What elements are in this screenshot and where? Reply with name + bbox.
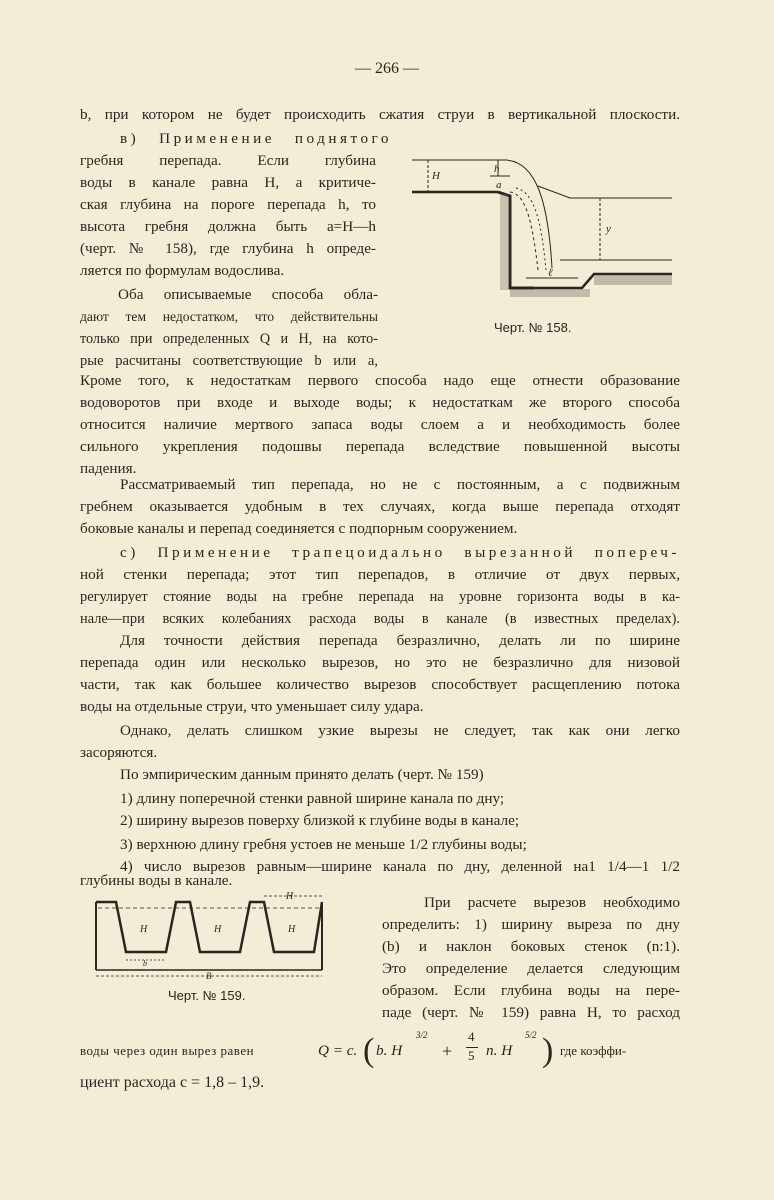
text-line: Кроме того, к недостаткам первого способа надо еще отнести образование	[80, 372, 680, 389]
text-line: воды в канале равна H, а критиче-	[80, 174, 376, 191]
text-line: перепада один или несколько вырезов, но это не безразлично для низовой	[80, 654, 680, 671]
nappe-upper	[506, 160, 552, 268]
text-line: (b) и наклон боковых стенок (n:1).	[382, 938, 680, 955]
label-B: B	[206, 971, 212, 980]
label-a: a	[496, 179, 502, 191]
text-line: ляется по формулам водослива.	[80, 262, 285, 279]
text-line: Рассматриваемый тип перепада, но не с постоянным, а с подвижным	[120, 476, 680, 493]
nappe-lower	[510, 192, 538, 270]
text-line: сильного укрепления подошвы перепада вследствие повышенной высоты	[80, 438, 680, 455]
text-line: ной стенки перепада; этот тип перепадов, в отличие от двух первых,	[80, 566, 680, 583]
text-line: падения.	[80, 460, 137, 477]
text-line: части, так как большее количество вырезов способствует расщеплению потока	[80, 676, 680, 693]
text-line: Это определение делается следующим	[382, 960, 680, 977]
text-line: Оба описываемые способа обла-	[118, 286, 378, 303]
text-line: воды на отдельные струи, что уменьшает силу удара.	[80, 698, 424, 715]
text-line: паде (черт. № 159) равна H, то расход	[382, 1004, 680, 1021]
text-line: определить: 1) ширину выреза по дну	[382, 916, 680, 933]
text-line: ская глубина на пороге перепада h, то	[80, 196, 376, 213]
nappe-mid	[516, 188, 546, 270]
figure-159-drawing	[90, 888, 330, 980]
text-line: боковые каналы и перепад соединяется с подпорным сооружением.	[80, 520, 518, 537]
figure-158-caption: Черт. № 158.	[494, 320, 572, 335]
text-line: засоряются.	[80, 744, 158, 761]
text-line: Однако, делать слишком узкие вырезы не следует, так как они легко	[120, 722, 680, 739]
formula-tail-text: где коэффи-	[560, 1043, 627, 1058]
figure-158-drawing	[410, 148, 680, 314]
text-line: По эмпирическим данным принято делать (черт. № 159)	[120, 766, 484, 783]
section-b-heading: в) Применение поднятого	[120, 130, 392, 147]
list-item: 2) ширину вырезов поверху близкой к глубине воды в канале;	[120, 812, 520, 829]
formula-term-n: n. H	[486, 1042, 513, 1059]
text-line: гребня перепада. Если глубина	[80, 152, 376, 169]
formula-exponent-1: 3/2	[416, 1030, 428, 1040]
text-line: b, при котором не будет происходить сжатия струи в вертикальной плоскости.	[80, 106, 680, 123]
text-line: водоворотов при входе и выходе воды; к недостаткам же второго способа	[80, 394, 680, 411]
list-item: 3) верхнюю длину гребня устоев не меньше 1/2 глубины воды;	[120, 836, 527, 853]
text-line: высота гребня должна быть a=H—h	[80, 218, 376, 235]
text-line: рые расчитаны соответствующие b или a,	[80, 353, 378, 369]
label-H: H	[432, 170, 440, 182]
formula-frac-denominator: 5	[468, 1048, 475, 1063]
text-line: глубины воды в канале.	[80, 872, 233, 889]
text-line: гребнем оказывается удобным в тех случаях, когда выше перепада отходят	[80, 498, 680, 515]
text-line: (черт. № 158), где глубина h опреде-	[80, 240, 376, 257]
text-line: дают тем недостатком, что действительны	[80, 309, 378, 324]
label-H-middle: H	[214, 924, 222, 935]
side-walls	[96, 902, 322, 970]
formula-paren-close: )	[542, 1032, 554, 1069]
label-top-H: H	[286, 891, 294, 902]
text-line: относится наличие мертвого запаса воды слоем a и необходимость более	[80, 416, 680, 433]
formula-plus: +	[442, 1041, 453, 1061]
label-l: ℓ	[548, 267, 553, 279]
text-line: При расчете вырезов необходимо	[424, 894, 680, 911]
label-H-right: H	[288, 924, 296, 935]
formula-term-b: b. H	[376, 1042, 403, 1059]
label-h: h	[494, 163, 500, 175]
formula-frac-numerator: 4	[468, 1029, 475, 1044]
figure-159-caption: Черт. № 159.	[168, 988, 246, 1003]
text-line: только при определенных Q и H, на кото-	[80, 331, 378, 347]
section-c-heading: с) Применение трапецоидально вырезанной попереч-	[120, 544, 680, 561]
text-line: нале—при всяких колебаниях расхода воды в канале (в известных пределах).	[80, 611, 680, 627]
formula-paren-open: (	[363, 1032, 375, 1069]
formula-lead-text: воды через один вырез равен	[80, 1043, 255, 1058]
label-H-left: H	[140, 924, 148, 935]
formula-q: Q = c.	[318, 1042, 358, 1059]
list-item: 4) число вырезов равным—ширине канала по дну, деленной на1 1/4—1 1/2	[120, 858, 680, 875]
discharge-formula	[80, 1030, 680, 1070]
formula-exponent-2: 5/2	[525, 1030, 537, 1040]
label-y: y	[606, 223, 611, 235]
label-b: b	[143, 959, 147, 968]
embankment-line	[538, 186, 672, 198]
list-item: 1) длину поперечной стенки равной ширине канала по дну;	[120, 790, 505, 807]
text-line: циент расхода c = 1,8 – 1,9.	[80, 1074, 265, 1091]
page-number: — 266 —	[355, 60, 419, 77]
text-line: образом. Если глубина воды на пере-	[382, 982, 680, 999]
text-line: регулирует стояние воды на гребне перепада на уровне горизонта воды в ка-	[80, 589, 680, 605]
text-line: Для точности действия перепада безразлично, делать ли по ширине	[120, 632, 680, 649]
